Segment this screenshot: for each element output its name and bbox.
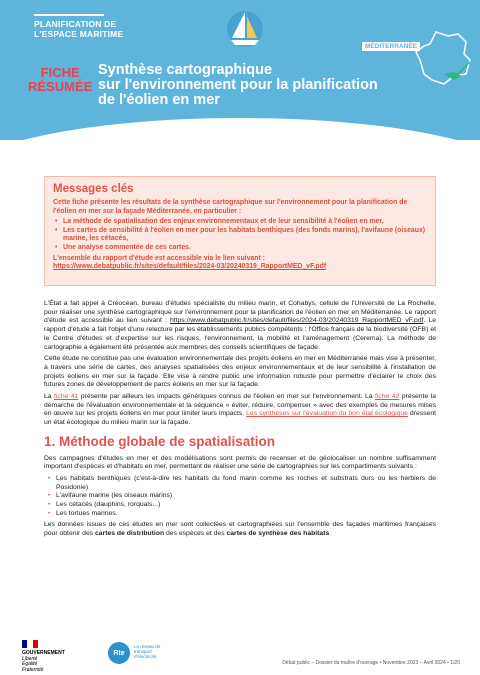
p1-text-a: L'État a fait appel à Créocéan, bureau d'études spécialiste du milieu marin, et Cohabys, cellule de l'Université de La Rochelle, pour réaliser une synthèse cartographique sur l'environnement pour la planification de l'éolien en mer en Méditerranée. Le rapport d'étude est accessible au lien suivant : [44, 300, 436, 325]
report-link[interactable]: https://www.debatpublic.fr/sites/default/files/2024-03/20240319_RapportMED_vF.pdf [53, 263, 327, 271]
list-item: • Les cétacés (dauphins, rorquals...) [56, 501, 436, 510]
key-messages-intro: Cette fiche présente les résultats de la synthèse cartographique sur l'environnement pour la planification de l'éolien en mer sur la façade Méditerranée, en particulier : [53, 199, 408, 215]
p5-bold-2: cartes de synthèse des habitats [226, 530, 330, 538]
p3-text-c: présente la démarche de l'évaluation environnementale et la séquence « éviter, réduire, compenser » avec des exemples de mesures mises en œuvre sur les projets éoliens en mer pour limiter leurs impacts. [44, 393, 436, 418]
p5-text-a: Les données issues de ces études en mer sont collectées et cartographiées sur l'ensemble des façades maritimes françaises pour obtenir des [44, 521, 436, 538]
page-footer [0, 632, 480, 675]
p3-text-d: dressent un état écologique du milieu marin sur la façade. [44, 410, 436, 427]
key-messages-outro [53, 255, 427, 272]
fiche-42-link[interactable]: fiche 42 [374, 393, 400, 401]
rte-tagline: Le réseau de transport d'électricité [134, 644, 161, 659]
key-message-item: • Une analyse commentée de ces cartes. [63, 244, 427, 253]
key-message-item: • Les cartes de sensibilité à l'éolien en mer pour les habitats benthiques (des fonds marins), l'avifaune (oiseaux) marine, les cétacés, [63, 227, 427, 244]
key-message-item: • La méthode de spatialisation des enjeux environnementaux et de leur sensibilité à l'éolien en mer, [63, 218, 427, 227]
header-wave [0, 118, 480, 140]
key-messages-box [44, 176, 436, 286]
title-line-3: de l'éolien en mer [98, 92, 220, 108]
key-messages-list [53, 218, 427, 252]
brand-line-1: PLANIFICATION DE [34, 19, 117, 29]
header-banner [0, 0, 480, 140]
syntheses-link[interactable]: Les synthèses sur l'évaluation du bon état écologique [246, 410, 408, 418]
p3-text-b: présente par ailleurs les impacts génériques connus de l'éolien en mer sur l'environnement. La [78, 393, 375, 401]
paragraph-2: Cette étude ne constitue pas une évaluation environnementale des projets éoliens en mer en Méditerranée mais vise à présenter, à travers une série de cartes, des analyses spatialisées des enjeux environnementaux et de leur sensibilité à l'installation de projets éoliens en mer sur la façade. Elle vise à rendre public une information robuste pour permettre d'éclairer le choix des futures zones de développement de parcs éoliens en mer sur la façade. [44, 355, 436, 389]
compartments-list [44, 475, 436, 519]
report-link-inline[interactable]: https://www.debatpublic.fr/sites/default/files/2024-03/20240319_RapportMED_vF.pdf [169, 317, 424, 325]
main-body [44, 300, 436, 542]
fiche-41-link[interactable]: fiche 41 [54, 393, 79, 401]
footer-caption: Débat public – Dossier du maître d'ouvrage • Novembre 2023 – Avril 2024 • 1/20 [282, 660, 460, 666]
section-heading: 1. Méthode globale de spatialisation [44, 433, 276, 449]
brand-line-2: L'ESPACE MARITIME [34, 29, 124, 39]
p5-bold-1: cartes de distribution [95, 530, 165, 538]
rte-logo: Rte [108, 642, 130, 664]
motto-2: Égalité [22, 661, 38, 667]
title-line-1: Synthèse cartographique [98, 62, 273, 78]
paragraph-3 [44, 393, 436, 428]
key-messages-heading: Messages clés [53, 183, 134, 195]
motto-3: Fraternité [22, 666, 44, 673]
p3-text-a: La [44, 393, 55, 401]
list-item: • L'avifaune marine (les oiseaux marins) [56, 492, 436, 501]
brand-block [34, 14, 123, 39]
region-badge: MÉDITERRANÉE [362, 42, 420, 51]
list-item: • Les tortues marines. [56, 510, 436, 519]
page-title [98, 63, 418, 108]
paragraph-4: Des campagnes d'études en mer et des modélisations sont permis de recenser et de géolocaliser un nombre suffisamment important d'espèces et d'habitats en mer, permettant de réaliser une série de cartographies sur les compartiments suivants : [44, 454, 436, 471]
paragraph-1 [44, 300, 436, 352]
flag-icon [22, 640, 38, 648]
paragraph-5 [44, 521, 436, 538]
sailboat-icon [226, 8, 264, 50]
title-line-2: sur l'environnement pour la planification [98, 77, 378, 93]
fiche-line-1: FICHE [40, 65, 80, 80]
outro-text: L'ensemble du rapport d'étude est accessible via le lien suivant : [53, 254, 265, 262]
p5-text-b: des espèces et des [164, 530, 227, 538]
p1-text-b: . Le rapport d'étude a fait l'objet d'une relecture par les établissements publics compétents : l'Office français de la biodiversité (OFB) et le Centre d'études et d'expertise sur les risques, l'environnement, la mobilité et l'aménagement (Cerema). La méthode de cartographie a également été présentée aux membres des conseils scientifiques de façade. [44, 317, 437, 351]
list-item: • Les habitats benthiques (c'est-à-dire les habitats du fond marin comme les roches et substrats durs ou les herbiers de Posidonie) [56, 475, 436, 492]
motto-1: Liberté [22, 655, 38, 662]
gov-label: GOUVERNEMENT [22, 650, 65, 656]
fiche-line-2: RÉSUMÉE [28, 79, 93, 94]
france-map-icon [414, 30, 474, 86]
fiche-label [28, 66, 92, 94]
government-logo [22, 640, 65, 673]
brand-bar [34, 14, 104, 16]
